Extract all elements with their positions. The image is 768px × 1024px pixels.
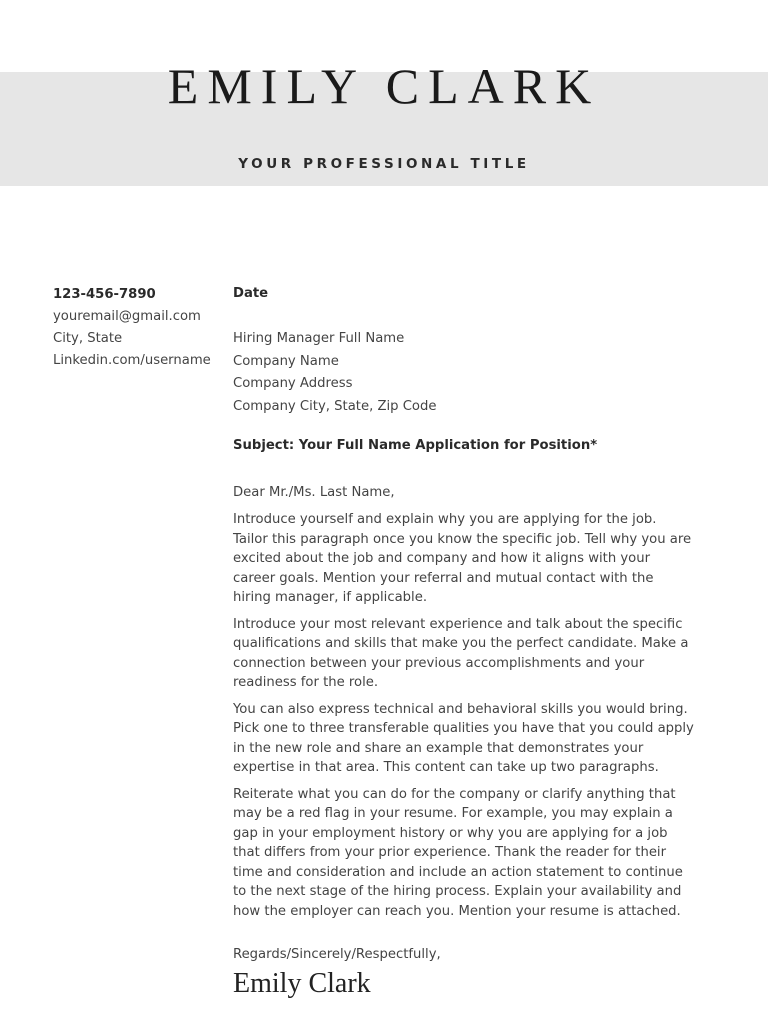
recipient-city-state-zip: Company City, State, Zip Code [233,398,437,414]
recipient-name: Hiring Manager Full Name [233,331,405,346]
professional-title: YOUR PROFESSIONAL TITLE [238,156,530,172]
recipient-address: Company Address [233,376,353,391]
contact-phone: 123-456-7890 [53,287,156,302]
recipient-company: Company Name [233,353,339,369]
letter-paragraph-2: Introduce your most relevant experience and talk about the specific qualifications and skills that make you the perfect candidate. Make a connection between your previous accomplishments and your readiness for the role. [233,616,689,690]
signature: Emily Clark [233,968,371,999]
contact-location: City, State [53,331,123,346]
letter-body [233,284,695,965]
applicant-name: EMILY CLARK [167,58,601,114]
contact-email: youremail@gmail.com [53,309,201,324]
letter-paragraph-1: Introduce yourself and explain why you are applying for the job. Tailor this paragraph once you know the specific job. Tell why you are excited about the job and company and how it aligns with your career goals. Mention your referral and mutual contact with the hiring manager, if applicable. [233,512,692,605]
letter-paragraph-4: Reiterate what you can do for the company or clarify anything that may be a red flag in your resume. For example, you may explain a gap in your employment history or why you are applying for a job that differs from your prior experience. Thank the reader for their time and consideration and include an action statement to continue to the next stage of the hiring process. Explain your availability and how the employer can reach you. Mention your resume is attached. [233,786,683,919]
letter-salutation: Dear Mr./Ms. Last Name, [233,484,395,500]
recipient-block [233,328,695,418]
letter-subject: Subject: Your Full Name Application for Position* [233,438,598,453]
contact-linkedin: Linkedin.com/username [53,353,211,368]
contact-block [53,284,223,372]
letter-date: Date [233,286,269,301]
letter-paragraph-3: You can also express technical and behavioral skills you would bring. Pick one to three transferable qualities you have that you could apply in the new role and share an example that demonstrates your expertise in that area. This content can take up two paragraphs. [233,701,694,775]
letter-closing: Regards/Sincerely/Respectfully, [233,947,441,962]
